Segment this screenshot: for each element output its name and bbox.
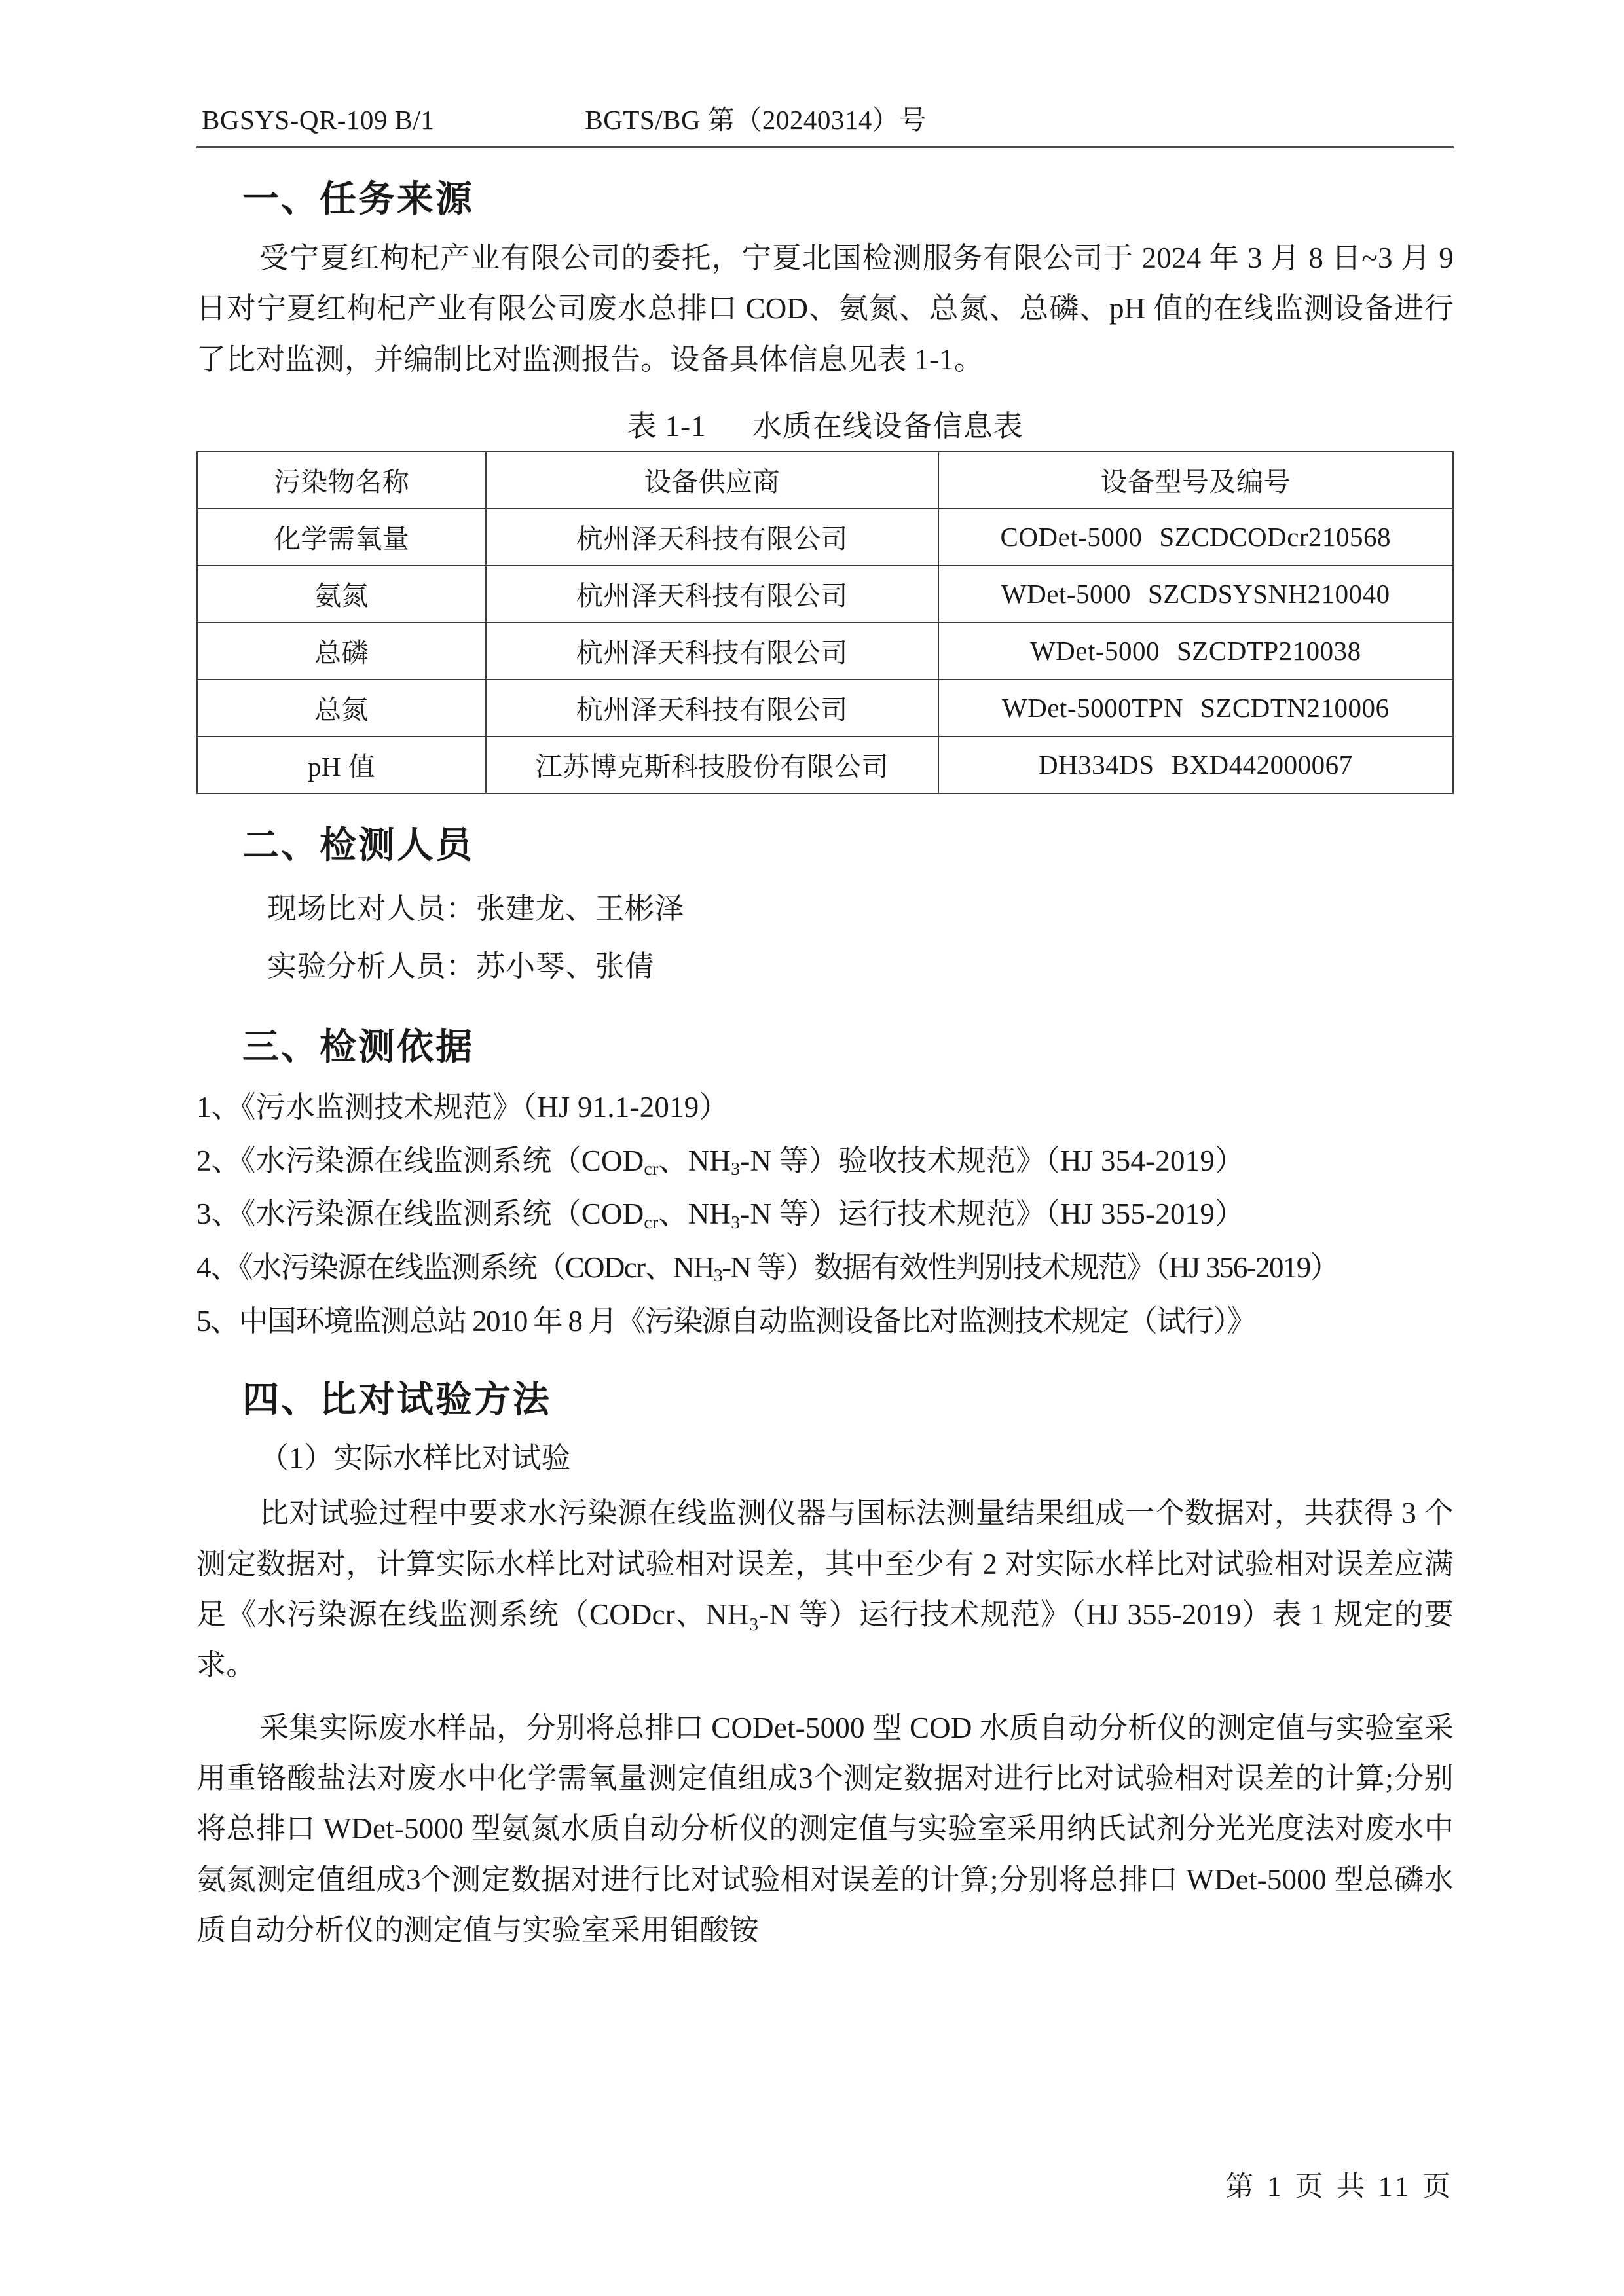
basis-3-part-c: -N 等）运行技术规范》（HJ 355-2019） (740, 1197, 1245, 1231)
basis-item-5: 5、中国环境监测总站 2010 年 8 月《污染源自动监测设备比对监测技术规定（试行）》 (196, 1305, 1256, 1338)
report-number: BGTS/BG 第（20240314）号 (585, 105, 927, 135)
section-four-title: 四、比对试验方法 (242, 1379, 551, 1421)
cell-supplier: 杭州泽天科技有限公司 (486, 566, 938, 623)
table-row (197, 737, 1453, 793)
cell-pollutant: 总磷 (197, 623, 486, 680)
cell-model (938, 623, 1453, 680)
basis-3-subscript-cr: cr (644, 1212, 659, 1233)
table-header-row (197, 452, 1453, 509)
table-row (197, 680, 1453, 737)
cell-pollutant: 化学需氧量 (197, 509, 486, 566)
lab-personnel-line: 实验分析人员：苏小琴、张倩 (267, 949, 655, 983)
basis-item-4 (196, 1241, 1454, 1295)
section-four-paragraph-1: 比对试验过程中要求水污染源在线监测仪器与国标法测量结果组成一个数据对，共获得 3 个测定数据对，计算实际水样比对试验相对误差，其中至少有 2 对实际水样比对试验相对误差应满足《水污染源在线监测系统（CODcr、NH₃-N 等）运行技术规范》（HJ 355-2019）表 1 规定的要求。 (196, 1497, 1454, 1682)
cell-supplier: 江苏博克斯科技股份有限公司 (486, 737, 938, 793)
column-header-pollutant: 污染物名称 (197, 452, 486, 509)
cell-model (938, 509, 1453, 566)
basis-2-part-c: -N 等）验收技术规范》（HJ 354-2019） (740, 1144, 1245, 1177)
personnel-block (196, 881, 1454, 996)
cell-model (938, 566, 1453, 623)
serial-code: SZCDSYSNH210040 (1147, 578, 1390, 609)
document-header (196, 98, 1454, 137)
cell-pollutant: pH 值 (197, 737, 486, 793)
table-caption (196, 402, 1454, 445)
basis-2-subscript-3: 3 (731, 1158, 741, 1179)
column-header-supplier: 设备供应商 (486, 452, 938, 509)
section-one-paragraph: 受宁夏红枸杞产业有限公司的委托，宁夏北国检测服务有限公司于 2024 年 3 月 8 日~3 月 9 日对宁夏红枸杞产业有限公司废水总排口 COD、氨氮、总氮、总磷、pH 值的在线监测设备进行了比对监测，并编制比对监测报告。设备具体信息见表 1-1。 (196, 242, 1454, 376)
basis-item-3 (196, 1188, 1454, 1241)
basis-3-subscript-3: 3 (731, 1212, 741, 1233)
basis-4-subscript-3: 3 (713, 1266, 722, 1286)
cell-pollutant: 氨氮 (197, 566, 486, 623)
cell-pollutant: 总氮 (197, 680, 486, 737)
serial-code: SZCDTN210006 (1200, 692, 1390, 723)
basis-item-1: 1、《污水监测技术规范》（HJ 91.1-2019） (196, 1090, 729, 1123)
section-three-title: 三、检测依据 (242, 1025, 474, 1067)
cell-supplier: 杭州泽天科技有限公司 (486, 509, 938, 566)
cell-model (938, 737, 1453, 793)
basis-2-part-a: 2、《水污染源在线监测系统（COD (196, 1144, 644, 1177)
basis-2-subscript-cr: cr (644, 1158, 659, 1179)
section-four-paragraph-2: 采集实际废水样品，分别将总排口 CODet-5000 型 COD 水质自动分析仪的测定值与实验室采用重铬酸盐法对废水中化学需氧量测定值组成3个测定数据对进行比对试验相对误差的计算;分别将总排口 WDet-5000 型氨氮水质自动分析仪的测定值与实验室采用纳氏试剂分光光度法对废水中氨氮测定值组成3个测定数据对进行比对试验相对误差的计算;分别将总排口 WDet-5000 型总磷水质自动分析仪的测定值与实验室采用钼酸铵 (196, 1711, 1454, 1947)
model-code: DH334DS (1038, 749, 1154, 780)
table-row (197, 509, 1453, 566)
serial-code: BXD442000067 (1171, 749, 1353, 780)
section-two-title: 二、检测人员 (242, 824, 474, 866)
model-code: WDet-5000 (1001, 578, 1131, 609)
form-code: BGSYS-QR-109 B/1 (202, 105, 435, 135)
basis-3-part-b: 、NH (658, 1197, 731, 1231)
cell-supplier: 杭州泽天科技有限公司 (486, 680, 938, 737)
basis-4-part-a: 4、《水污染源在线监测系统（CODcr、NH (196, 1251, 714, 1285)
basis-2-part-b: 、NH (658, 1144, 731, 1177)
basis-4-part-b: -N 等）数据有效性判别技术规范》（HJ 356-2019） (722, 1251, 1339, 1285)
section-four-paragraph-1-block (196, 1488, 1454, 1691)
header-divider (196, 146, 1454, 148)
cell-supplier: 杭州泽天科技有限公司 (486, 623, 938, 680)
table-caption-label: 表 1-1 (627, 410, 707, 443)
table-row (197, 623, 1453, 680)
basis-3-part-a: 3、《水污染源在线监测系统（COD (196, 1197, 644, 1231)
serial-code: SZCDCODcr210568 (1159, 521, 1392, 552)
cell-model (938, 680, 1453, 737)
serial-code: SZCDTP210038 (1177, 635, 1361, 666)
equipment-info-table (196, 451, 1454, 794)
table-row (197, 566, 1453, 623)
column-header-model: 设备型号及编号 (938, 452, 1453, 509)
table-caption-title: 水质在线设备信息表 (752, 410, 1024, 443)
page-footer: 第 1 页 共 11 页 (1225, 2172, 1454, 2202)
basis-item-2 (196, 1135, 1454, 1188)
field-personnel-line: 现场比对人员：张建龙、王彬泽 (267, 892, 685, 926)
model-code: CODet-5000 (1000, 521, 1143, 552)
section-one-title: 一、任务来源 (242, 178, 474, 219)
model-code: WDet-5000 (1029, 635, 1160, 666)
section-four-paragraph-2-block (196, 1703, 1454, 1956)
model-code: WDet-5000TPN (1002, 692, 1184, 723)
section-four-sub-label: （1）实际水样比对试验 (259, 1442, 571, 1475)
